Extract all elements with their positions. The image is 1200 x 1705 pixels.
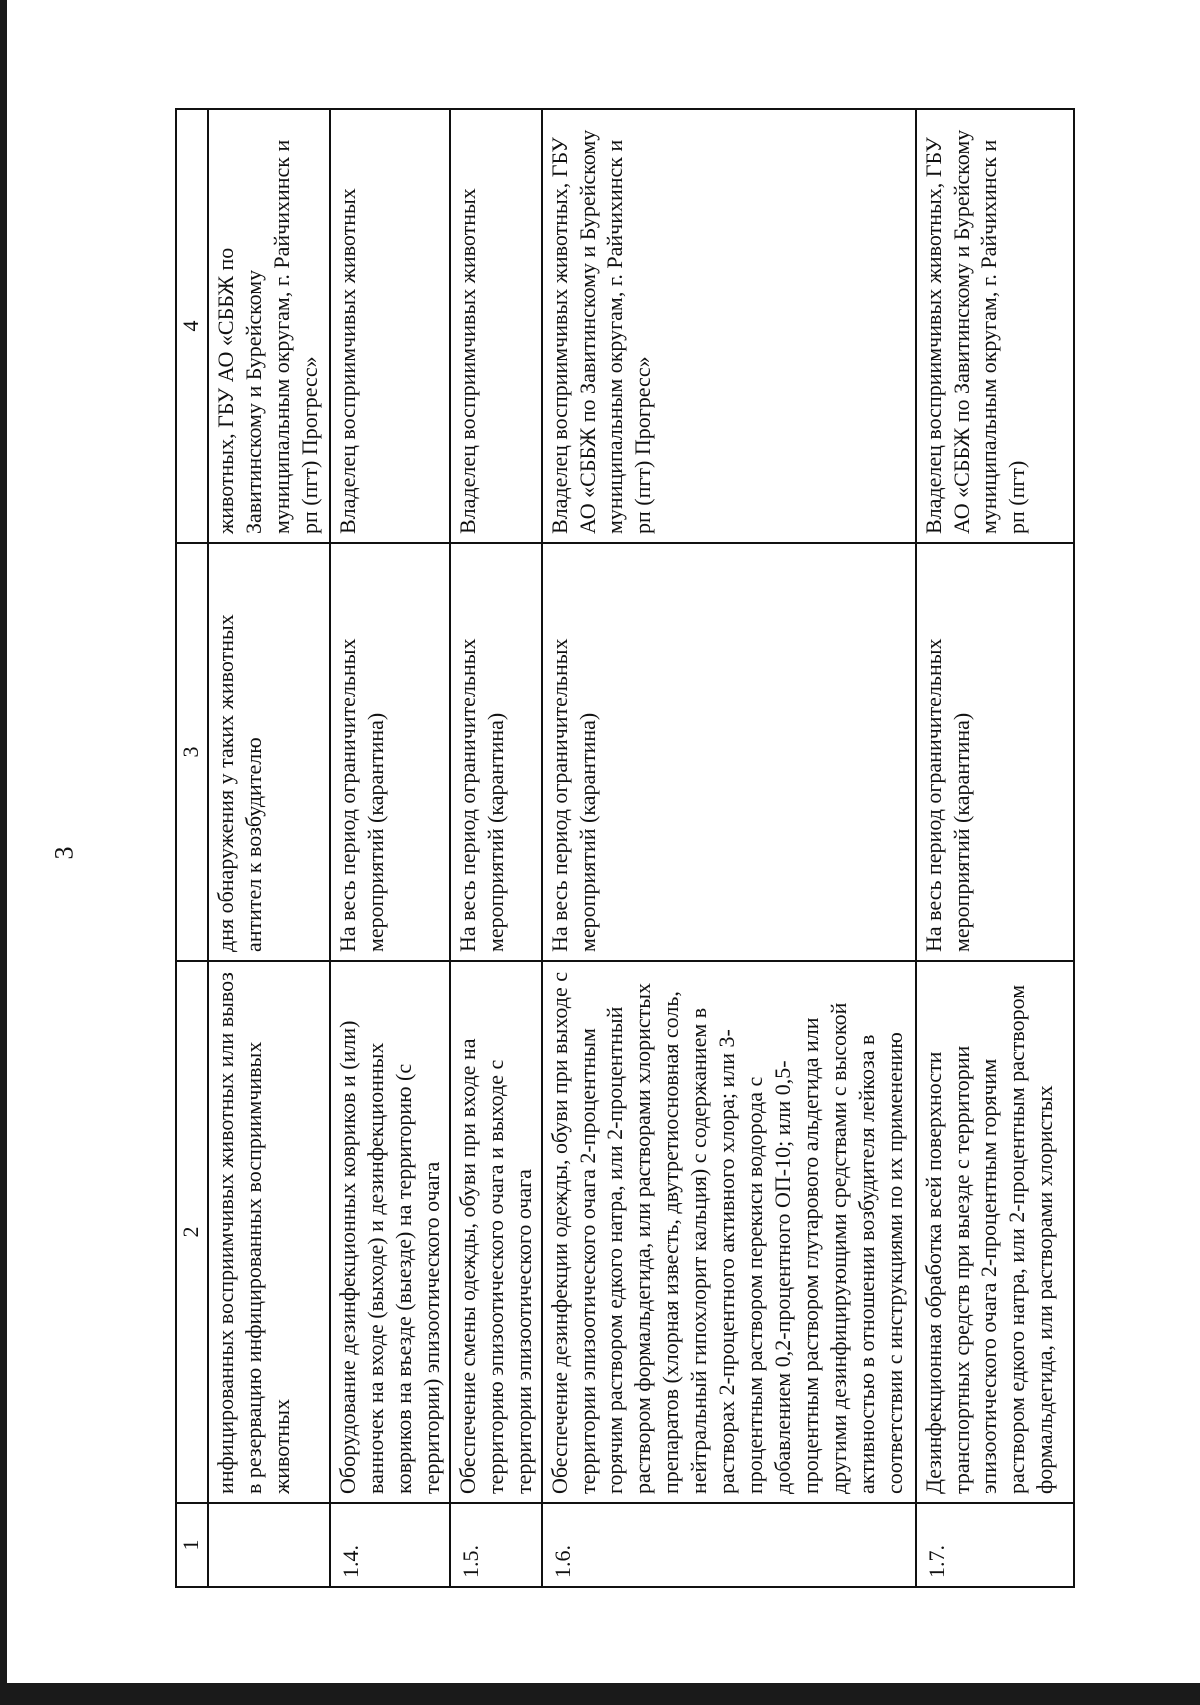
row-term: На весь период ограничительных мероприятий (карантина) — [916, 543, 1074, 961]
scan-bottom-edge — [0, 1683, 1200, 1705]
header-col-4: 4 — [176, 109, 208, 543]
header-col-1: 1 — [176, 1503, 208, 1587]
row-action: Обеспечение смены одежды, обуви при входе на территорию эпизоотического очага и выходе с территории эпизоотического очага — [450, 961, 542, 1503]
table-row — [916, 109, 1074, 1587]
row-responsible: Владелец восприимчивых животных — [330, 109, 450, 543]
table-row — [542, 109, 916, 1587]
row-number: 1.7. — [916, 1503, 1074, 1587]
table-row — [208, 109, 330, 1587]
row-term: На весь период ограничительных мероприятий (карантина) — [450, 543, 542, 961]
scan-left-edge — [0, 0, 7, 1705]
row-action: инфицированных восприимчивых животных или вывоз в резервацию инфицированных восприимчивых животных — [208, 961, 330, 1503]
row-number — [208, 1503, 330, 1587]
row-responsible: животных, ГБУ АО «СББЖ по Завитинскому и Бурейскому муниципальным округам, г. Райчихинск и рп (пгт) Прогресс» — [208, 109, 330, 543]
row-action: Дезинфекционная обработка всей поверхности транспортных средств при выезде с территории эпизоотического очага 2-процентным горячим раствором едкого натра, или 2-процентным раствором формальдегида, или растворами хлористых — [916, 961, 1074, 1503]
row-term: На весь период ограничительных мероприятий (карантина) — [542, 543, 916, 961]
row-number: 1.5. — [450, 1503, 542, 1587]
row-number: 1.6. — [542, 1503, 916, 1587]
row-action: Обеспечение дезинфекции одежды, обуви при выходе с территории эпизоотического очага 2-процентным горячим раствором едкого натра, или 2-процентный раствором формальдегида, или растворами хлористых препаратов (хлорная известь, двутретиосновная соль, нейтральный гипохлорит кальция) с содержанием в растворах 2-процентного активного хлора; или 3-процентным раствором перекиси водорода с добавлением 0,2-процентного ОП-10; или 0,5-процентным раствором глутарового альдегида или другими дезинфицирующими средствами с высокой активностью в отношении возбудителя лейкоза в соответствии с инструкциями по их применению — [542, 961, 916, 1503]
row-term: На весь период ограничительных мероприятий (карантина) — [330, 543, 450, 961]
row-term: дня обнаружения у таких животных антител к возбудителю — [208, 543, 330, 961]
row-responsible: Владелец восприимчивых животных — [450, 109, 542, 543]
header-row — [176, 109, 208, 1587]
table-row — [330, 109, 450, 1587]
header-col-3: 3 — [176, 543, 208, 961]
page-number: 3 — [49, 846, 79, 860]
row-responsible: Владелец восприимчивых животных, ГБУ АО «СББЖ по Завитинскому и Бурейскому муниципальным округам, г. Райчихинск и рп (пгт) Прогресс» — [542, 109, 916, 543]
row-action: Оборудование дезинфекционных ковриков и (или) ванночек на входе (выходе) и дезинфекционных ковриков на въезде (выезде) на территорию (с территории) эпизоотического очага — [330, 961, 450, 1503]
header-col-2: 2 — [176, 961, 208, 1503]
table-row — [450, 109, 542, 1587]
row-number: 1.4. — [330, 1503, 450, 1587]
row-responsible: Владелец восприимчивых животных, ГБУ АО «СББЖ по Завитинскому и Бурейскому муниципальным округам, г. Райчихинск и рп (пгт) — [916, 109, 1074, 543]
rotated-table-container — [175, 110, 1075, 1588]
measures-table — [175, 108, 1075, 1588]
